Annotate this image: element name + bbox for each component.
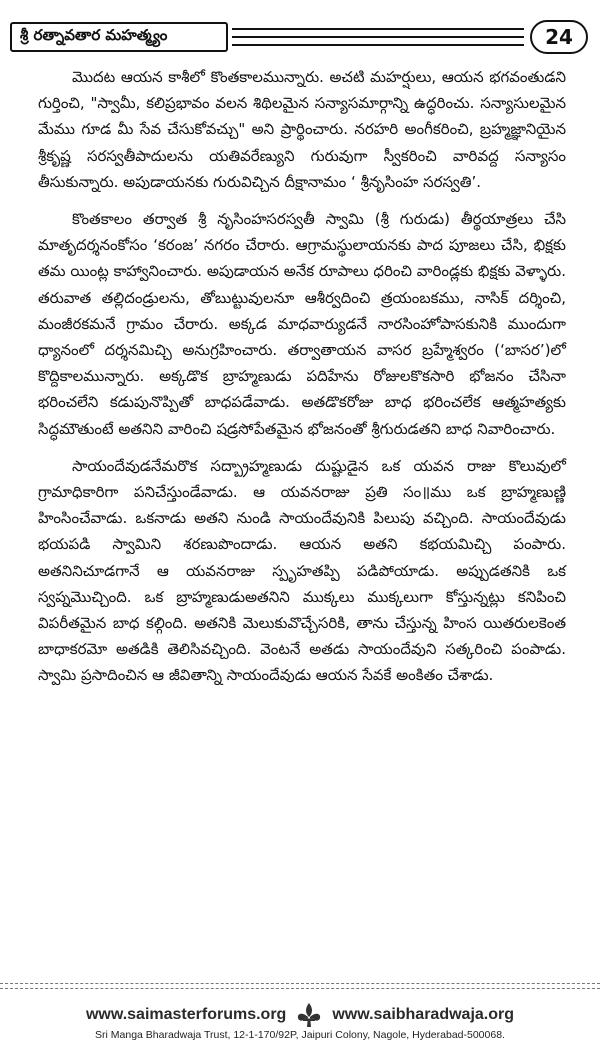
paragraph-3: సాయందేవుడనేమరొక సద్బ్రాహ్మణుడు దుష్టుడైన ఒక యవన రాజు కొలువులో గ్రామాధికారిగా పనిచేస్తుండేవాడు. ఆ యవనరాజు ప్రతి సం॥ము ఒక బ్రాహ్మణుణ్ణి హింసించేవాడు. ఒకనాడు అతని నుండి సాయందేవునికి పిలుపు వచ్చింది. సాయందేవుడు భయపడి స్వామిని శరణుపొందాడు. ఆయన అతని కభయమిచ్చి పంపారు. అతనినిచూడగానే ఆ యవనరాజు స్పృహతప్పి పడిపోయాడు. అప్పుడతనికి ఒక స్వప్నమొచ్చింది. ఒక బ్రాహ్మణుడుఅతనిని ముక్కలు ముక్కలుగా కోస్తున్నట్లు కనిపించి విపరీతమైన బాధ కల్గింది. అతనికి మెలుకువొచ్చేసరికి, తాను చేస్తున్న హింస యితరులకెంత బాధాకరమో అతడికి తెలిసివచ్చింది. వెంటనే అతడు సాయందేవుని సత్కరించి పంపాడు. స్వామి ప్రసాదించిన ఆ జీవితాన్ని సాయందేవుడు ఆయన సేవకే అంకితం చేశాడు. [38, 456, 566, 685]
page-number: 24 [530, 20, 588, 54]
trust-address: Sri Manga Bharadwaja Trust, 12-1-170/92P, Jaipuri Colony, Nagole, Hyderabad-500068. [95, 1029, 505, 1041]
footer-divider [0, 983, 600, 989]
paragraph-2: కొంతకాలం తర్వాత శ్రీ నృసింహసరస్వతీ స్వామి (శ్రీ గురుడు) తీర్థయాత్రలు చేసి మాతృదర్శనంకోసం ‘కరంజ’ నగరం చేరారు. ఆగ్రామస్థులాయనకు పాద పూజలు చేసి, భిక్షకు తమ యింట్ల కాహ్వానించారు. అపుడాయన అనేక రూపాలు ధరించి వారిండ్లకు భిక్షకు వెళ్ళారు. తరువాత తల్లిదండ్రులను, తోబుట్టువులనూ ఆశీర్వదించి త్రయంబకము, నాసిక్ దర్శించి, మంజీరకమనే గ్రామం చేరారు. అక్కడ మాధవార్యుడనే నారసింహోపాసకునికి ముందుగా ధ్యానంలో దర్శనమిచ్చి అనుగ్రహించారు. తర్వాతాయన వాసర బ్రహ్మేశ్వరం (‘బాసర’)లో కొద్దికాలమున్నారు. అక్కడొక బ్రాహ్మణుడు పదిహేను రోజులకొకసారి భోజనం చేసినా భరించలేని కడుపునొప్పితో బాధపడేవాడు. అతడొకరోజు బాధ భరించలేక ఆత్మహత్యకు సిద్ధమౌతుంటే అతనిని వారించి షడ్రసోపేతమైన భోజనంతో శ్రీగురుడతని బాధ నివారించారు. [38, 210, 566, 438]
header-rule-line [232, 28, 524, 30]
fleur-de-lis-logo-icon [294, 1002, 324, 1028]
page-footer [0, 1002, 600, 1042]
website-link-right[interactable]: www.saibharadwaja.org [332, 1006, 515, 1023]
body-text [38, 64, 566, 700]
website-link-left[interactable]: www.saimasterforums.org [85, 1006, 287, 1023]
header-rule-lines [232, 28, 524, 46]
paragraph-1: మొదట ఆయన కాశీలో కొంతకాలమున్నారు. అచటి మహర్షులు, ఆయన భగవంతుడని గుర్తించి, "స్వామీ, కలిప్రభావం వలన శిథిలమైన సన్యాసమార్గాన్ని ఉద్ధరించు. సన్యాసులమైన మేము గూడ మీ సేవ చేసుకోవచ్చు" అని ప్రార్థించారు. నరహరి అంగీకరించి, బ్రహ్మజ్ఞానియైన శ్రీకృష్ణ సరస్వతీపాదులను యతివరేణ్యుని గురువుగా స్వీకరించి వారివద్ద సన్యాసం తీసుకున్నారు. అపుడాయనకు గురువిచ్చిన దీక్షానామం ‘ శ్రీనృసింహ సరస్వతి’. [38, 68, 566, 191]
header-rule-line [232, 36, 524, 38]
page-header [10, 22, 590, 54]
chapter-title: శ్రీ రత్నావతార మహత్మ్యం [10, 22, 228, 52]
header-rule-line [232, 44, 524, 46]
